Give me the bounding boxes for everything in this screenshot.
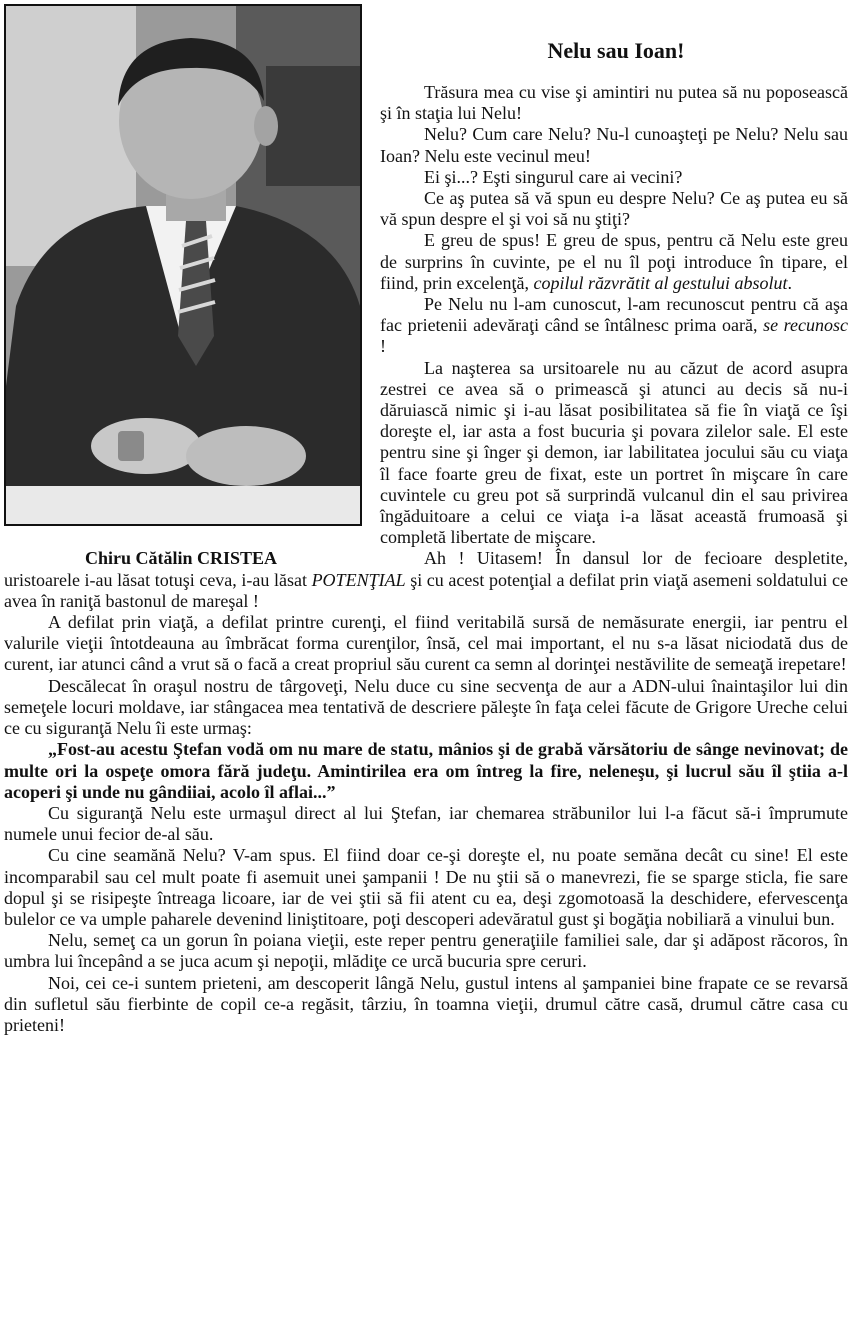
- paragraph-text: !: [380, 336, 386, 357]
- paragraph: [4, 612, 848, 676]
- paragraph-text: A defilat prin viaţă, a defilat printre curenţi, el fiind veritabilă sursă de nemăsurate energii, iar pentru el valurile vieţii întotdeauna au îmbrăcat forma curenţilor, însă, cel mai important, el nu s-a lăsat niciodată dus de curent, iar atunci când a vrut să o facă a creat propriul său curent ca semn al dorinţei nestăvilite de semeaţă irepetare!: [4, 612, 848, 675]
- paragraph-text: Pe Nelu nu l-am cunoscut, l-am recunoscut pentru că aşa fac prietenii adevăraţi când se întâlnesc prima oară,: [380, 294, 848, 336]
- emphasis-text: POTENŢIAL: [311, 569, 406, 590]
- paragraph-text: şi cu acest potenţial a defilat prin viaţă asemeni soldatului ce avea în raniţă bastonul de mareşal !: [4, 569, 848, 611]
- paragraph: [4, 676, 848, 740]
- paragraph-text: Nelu? Cum care Nelu? Nu-l cunoaşteţi pe Nelu? Nelu sau Ioan? Nelu este vecinul meu!: [380, 124, 848, 166]
- photo-caption: Chiru Cătălin CRISTEA: [84, 548, 278, 568]
- photo-figure: [0, 4, 372, 569]
- paragraph: [4, 803, 848, 845]
- paragraph-text: Ah ! Uitasem! În dansul lor de fecioare despletite, uristoarele i-au lăsat totuşi ceva, i-au lăsat: [4, 548, 848, 590]
- paragraph: [4, 930, 848, 972]
- paragraph-text: E greu de spus! E greu de spus, pentru că Nelu este greu de surprins în cuvinte, pe el nu îl poţi introduce în tipare, el fiind, prin excelenţă,: [380, 230, 848, 293]
- paragraph-text: Ce aş putea să vă spun eu despre Nelu? Ce aş putea eu să vă spun despre el şi voi să nu ştiţi?: [380, 188, 848, 230]
- paragraph: [4, 845, 848, 930]
- paragraph-text: Cu siguranţă Nelu este urmaşul direct al lui Ştefan, iar chemarea străbunilor lui l-a făcut să-i împrumute numele unui fecior de-al său.: [4, 802, 848, 845]
- portrait-illustration: [6, 6, 360, 524]
- paragraph-text: .: [787, 272, 792, 293]
- paragraph: [4, 973, 848, 1037]
- paragraph-text: „Fost-au acestu Ştefan vodă om nu mare de statu, mânios şi de grabă vărsătoriu de sânge nevinovat; de multe ori la ospeţe omora fără judeţu. Amintirilea era om întreg la fire, neleneşu, şi lucrul său îl ştiia a-l acoperi şi unde nu gândiiai, acolo îl aflai...”: [4, 739, 848, 802]
- emphasis-text: copilul răzvrătit al gestului absolut: [533, 272, 788, 293]
- emphasis-text: se recunosc: [763, 315, 848, 336]
- article-title: Nelu sau Ioan!: [547, 38, 685, 63]
- paragraph-text: Ei şi...? Eşti singurul care ai vecini?: [424, 166, 683, 187]
- paragraph-text: Cu cine seamănă Nelu? V-am spus. El fiind doar ce-şi doreşte el, nu poate semăna decât cu sine! El este incomparabil sau cel mult poate fi asemuit unei şampanii ! De nu ştii să o manevrezi, fie se sparge sticla, fie sare dopul şi se risipeşte întreaga licoare, iar de vei ştii să fii atent cu ea, deşi zgomotoasă la deschidere, efervescenţa bulelor ce va umple paharele devenind liniştitoare, poţi descoperi adevăratul gust şi bogăţia nobiliară a vinului bun.: [4, 845, 848, 929]
- portrait-photo: [4, 4, 362, 526]
- paragraph-text: La naşterea sa ursitoarele nu au căzut de acord asupra zestrei ce avea să o primească şi atunci au decis să nu-i dăruiască nimic şi i-au lăsat posibilitatea să fie în viaţă ce îşi doreşte el, iar asta a fost bucuria şi povara zilelor sale. El este pentru sine şi înger şi demon, iar labilitatea jocului său cu viaţa îl face foarte greu de fixat, este un portret în mişcare în care cuvintele cu greu pot să surprindă vulcanul din el sau privirea îngăduitoare a celui ce viaţa i-a lăsat această frumoasă şi completă libertate de mişcare.: [380, 357, 848, 548]
- paragraph-text: Descălecat în oraşul nostru de târgoveţi, Nelu duce cu sine secvenţa de aur a ADN-ului înaintaşilor lui din semeţele locuri moldave, iar stângacea mea tentativă de descriere păleşte în faţa celei făcute de Grigore Ureche celui ce cu siguranţă Nelu îi este urmaş:: [4, 675, 848, 739]
- paragraph-text: Noi, cei ce-i suntem prieteni, am descoperit lângă Nelu, gustul intens al şampaniei bine frapate ce se revarsă din sufletul său fierbinte de copil ce-a regăsit, târziu, în toamna vieţii, drumul către casă, drumul către casa cu prieteni!: [4, 972, 848, 1035]
- paragraph: [4, 739, 848, 803]
- paragraph-text: Nelu, semeţ ca un gorun în poiana vieţii, este reper pentru generaţiile familiei sale, dar şi adăpost răcoros, în umbra lui începând a se juca acum şi nepoţii, mlădiţe ce urcă bucuria spre ceruri.: [4, 930, 848, 972]
- paragraph-text: Trăsura mea cu vise şi amintiri nu putea să nu poposească şi în staţia lui Nelu!: [380, 82, 848, 124]
